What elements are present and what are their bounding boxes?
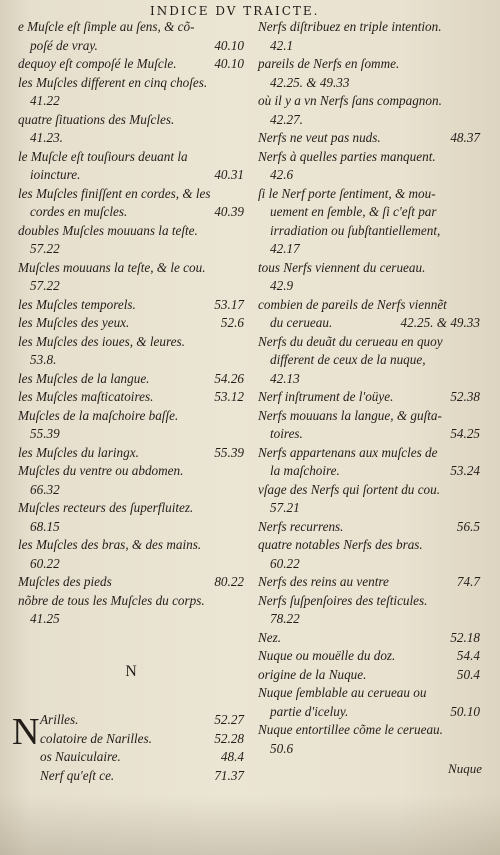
index-entry (258, 740, 480, 759)
entry-text: tous Nerfs viennent du cerueau. (258, 259, 426, 275)
entry-page-ref: 40.10 (214, 37, 244, 53)
entry-text: les Muſcles different en cinq choſes. (18, 74, 208, 90)
entry-text: les Muſcles des yeux. (18, 315, 130, 330)
index-entry (258, 684, 480, 703)
index-entry (18, 74, 244, 93)
entry-text: Nuque ſemblable au cerueau ou (258, 685, 427, 700)
index-entry (258, 703, 480, 722)
entry-page-ref: 54.4 (456, 648, 480, 663)
index-entry (258, 666, 480, 685)
index-entry (258, 370, 480, 389)
entry-text: 50.6 (270, 740, 294, 756)
entry-page-ref: 52.6 (220, 315, 244, 330)
index-entry (258, 55, 480, 74)
entry-text: 57.22 (30, 241, 60, 256)
entry-page-ref: 48.4 (220, 749, 244, 764)
entry-text: Nerfs recurrens. (258, 518, 344, 534)
entry-page-ref: 48.37 (450, 130, 480, 145)
entry-text: Nerfs ſuſpenſoires des teſticules. (258, 592, 428, 608)
index-entry (18, 55, 244, 74)
index-entry (18, 111, 244, 130)
index-entry (258, 37, 480, 56)
entry-text: Nuque ou mouëlle du doz. (258, 648, 396, 663)
index-entry (18, 222, 244, 241)
entry-text: Muſcles du ventre ou abdomen. (18, 463, 184, 478)
index-entry (18, 555, 244, 574)
index-entry (258, 629, 480, 648)
entry-text: 42.25. & 49.33 (270, 74, 350, 90)
entry-text: Nuque entortillee cõme le cerueau. (258, 722, 443, 737)
entry-text: les Muſcles finiſſent en cordes, & les (18, 185, 211, 201)
entry-text: Nerfs du deuãt du cerueau en quoy (258, 333, 443, 349)
entry-text: Muſcles des pieds (18, 574, 112, 589)
index-entry (258, 647, 480, 666)
entry-text: pareils de Nerfs en ſomme. (258, 56, 400, 71)
left-column (12, 18, 244, 785)
entry-text: les Muſcles des bras, & des mains. (18, 537, 202, 552)
entry-text: 60.22 (30, 555, 60, 571)
entry-text: partie d'iceluy. (270, 703, 349, 719)
index-entry (258, 481, 480, 500)
index-entry (18, 730, 244, 749)
entry-text: cordes en muſcles. (30, 204, 128, 219)
index-entry (258, 296, 480, 315)
entry-text: 41.25 (30, 611, 60, 626)
entry-text: les Muſcles temporels. (18, 296, 136, 312)
entry-text: 60.22 (270, 555, 300, 571)
index-entry (258, 203, 480, 222)
entry-text: le Muſcle eſt touſiours deuant la (18, 148, 188, 164)
index-entry (258, 277, 480, 296)
entry-text: 42.17 (270, 241, 300, 256)
entry-text: Nerfs ne veut pas nuds. (258, 130, 381, 145)
index-entry (258, 314, 480, 333)
entry-text: Nerfs à quelles parties manquent. (258, 148, 436, 164)
entry-text: 42.1 (270, 37, 294, 53)
entry-text: où il y a vn Nerfs ſans compagnon. (258, 93, 442, 108)
entry-text: 42.13 (270, 370, 300, 386)
entry-text: les Muſcles de la langue. (18, 370, 150, 386)
entry-text: Arilles. (40, 712, 79, 727)
entry-page-ref: 40.10 (214, 56, 244, 71)
entry-text: dequoy eſt compoſé le Muſcle. (18, 56, 177, 71)
index-entry (258, 388, 480, 407)
index-entry (18, 166, 244, 185)
entry-page-ref: 53.12 (214, 389, 244, 404)
index-entry (258, 610, 480, 629)
index-entry (258, 351, 480, 370)
entry-page-ref: 40.39 (214, 204, 244, 219)
entry-text: 42.9 (270, 278, 294, 293)
entry-page-ref: 52.38 (450, 389, 480, 404)
entry-text: Nerfs diſtribuez en triple intention. (258, 19, 442, 34)
index-entry (258, 444, 480, 463)
index-entry (18, 573, 244, 592)
entry-text: different de ceux de la nuque, (270, 352, 426, 367)
index-entry (18, 462, 244, 481)
entry-text: 41.22 (30, 93, 60, 108)
index-entry (258, 18, 480, 37)
index-entry (258, 573, 480, 592)
index-entry (18, 203, 244, 222)
entry-text: 57.22 (30, 278, 60, 293)
entry-text: nõbre de tous les Muſcles du corps. (18, 592, 205, 608)
entry-text: e Muſcle eſt ſimple au ſens, & cõ- (18, 19, 195, 34)
entry-text: toires. (270, 426, 303, 441)
index-entry (258, 166, 480, 185)
index-entry (258, 111, 480, 130)
index-entry (258, 92, 480, 111)
index-entry (258, 462, 480, 481)
entry-text: 78.22 (270, 611, 300, 626)
entry-text: ioincture. (30, 167, 81, 182)
index-entry (18, 748, 244, 767)
entry-page-ref: 42.25. & 49.33 (400, 315, 480, 330)
index-entry (18, 296, 244, 315)
index-entry (258, 536, 480, 555)
index-entry (18, 129, 244, 148)
entry-page-ref: 53.17 (214, 296, 244, 312)
index-entry (18, 610, 244, 629)
index-entry (258, 148, 480, 167)
index-entry (258, 222, 480, 241)
entry-text: 55.39 (30, 426, 60, 441)
index-entry (18, 240, 244, 259)
entry-text: doubles Muſcles mouuans la teſte. (18, 222, 198, 238)
entry-page-ref: 53.24 (450, 463, 480, 478)
drop-cap: N (12, 711, 40, 753)
index-entry (18, 259, 244, 278)
entry-text: os Nauiculaire. (40, 749, 121, 764)
index-entry (258, 518, 480, 537)
index-entry (18, 425, 244, 444)
entry-text: Nerfs des reins au ventre (258, 574, 389, 589)
index-entry (18, 518, 244, 537)
index-entry (18, 351, 244, 370)
index-entry (18, 148, 244, 167)
index-entry (258, 425, 480, 444)
index-entry (18, 18, 244, 37)
index-entry (258, 555, 480, 574)
index-entry (18, 536, 244, 555)
entry-text: Muſcles recteurs des ſuperfluitez. (18, 500, 194, 515)
entry-page-ref: 55.39 (214, 444, 244, 460)
index-entry (18, 314, 244, 333)
entry-text: origine de la Nuque. (258, 666, 367, 682)
index-entry (258, 499, 480, 518)
index-entry (18, 499, 244, 518)
index-entry (18, 185, 244, 204)
index-entry (18, 277, 244, 296)
index-entry (258, 74, 480, 93)
entry-page-ref: 54.25 (450, 426, 480, 441)
right-column (258, 18, 480, 758)
entry-text: Nez. (258, 629, 282, 645)
entry-text: Muſcles de la maſchoire baſſe. (18, 407, 179, 423)
entry-text: les Muſcles maſticatoires. (18, 389, 154, 404)
entry-text: poſé de vray. (30, 37, 98, 53)
catchword: Nuque (448, 761, 482, 776)
entry-text: du cerueau. (270, 315, 333, 330)
entry-text: Nerfs mouuans la langue, & guſta- (258, 407, 442, 423)
entry-text: 53.8. (30, 352, 57, 367)
entry-text: ſi le Nerf porte ſentiment, & mou- (258, 185, 436, 201)
entry-text: les Muſcles du laringx. (18, 444, 139, 460)
index-entry (258, 129, 480, 148)
entry-text: colatoire de Narilles. (40, 730, 152, 746)
index-entry (258, 407, 480, 426)
running-header: INDICE DV TRAICTE. (150, 4, 320, 18)
index-entry (18, 407, 244, 426)
entry-page-ref: 40.31 (214, 167, 244, 182)
entry-page-ref: 80.22 (214, 574, 244, 589)
index-entry (258, 240, 480, 259)
entry-text: les Muſcles des ioues, & leures. (18, 333, 185, 349)
entry-page-ref: 56.5 (456, 518, 480, 534)
entry-text: 41.23. (30, 130, 63, 145)
index-entry (18, 481, 244, 500)
index-entry (18, 370, 244, 389)
entry-text: uement en ſemble, & ſi c'eſt par (270, 204, 437, 219)
index-entry (18, 444, 244, 463)
entry-text: quatre notables Nerfs des bras. (258, 537, 423, 552)
index-entry (258, 721, 480, 740)
entry-text: irradiation ou ſubſtantiellement, (270, 222, 441, 238)
entry-page-ref: 71.37 (214, 767, 244, 783)
entry-text: combien de pareils de Nerfs viennẽt (258, 296, 447, 312)
page-shadow (0, 795, 500, 855)
index-entry (258, 185, 480, 204)
index-entry (18, 92, 244, 111)
entry-page-ref: 50.10 (450, 703, 480, 719)
index-entry (18, 767, 244, 786)
index-entry (18, 592, 244, 611)
entry-page-ref: 54.26 (214, 370, 244, 386)
entry-page-ref: 74.7 (456, 574, 480, 589)
entry-page-ref: 52.18 (450, 629, 480, 645)
index-entry (258, 259, 480, 278)
entry-page-ref: 52.27 (214, 712, 244, 727)
entry-text: Muſcles mouuans la teſte, & le cou. (18, 259, 206, 275)
entry-text: 42.6 (270, 167, 294, 182)
index-entry (258, 592, 480, 611)
entry-text: Nerf qu'eſt ce. (40, 767, 115, 783)
index-entry (18, 333, 244, 352)
entry-text: 57.21 (270, 500, 300, 515)
entry-text: la maſchoire. (270, 463, 340, 478)
entry-text: Nerfs appartenans aux muſcles de (258, 444, 438, 460)
index-entry (18, 37, 244, 56)
entry-text: 66.32 (30, 481, 60, 497)
entry-text: vſage des Nerfs qui ſortent du cou. (258, 481, 441, 497)
entry-text: Nerf inſtrument de l'oüye. (258, 389, 394, 404)
entry-text: 42.27. (270, 111, 303, 127)
entry-text: 68.15 (30, 518, 60, 534)
index-entry (18, 388, 244, 407)
index-entry (258, 333, 480, 352)
section-letter-heading: N (125, 662, 137, 680)
entry-text: quatre ſituations des Muſcles. (18, 111, 175, 127)
entry-page-ref: 50.4 (456, 666, 480, 682)
entry-page-ref: 52.28 (214, 730, 244, 746)
